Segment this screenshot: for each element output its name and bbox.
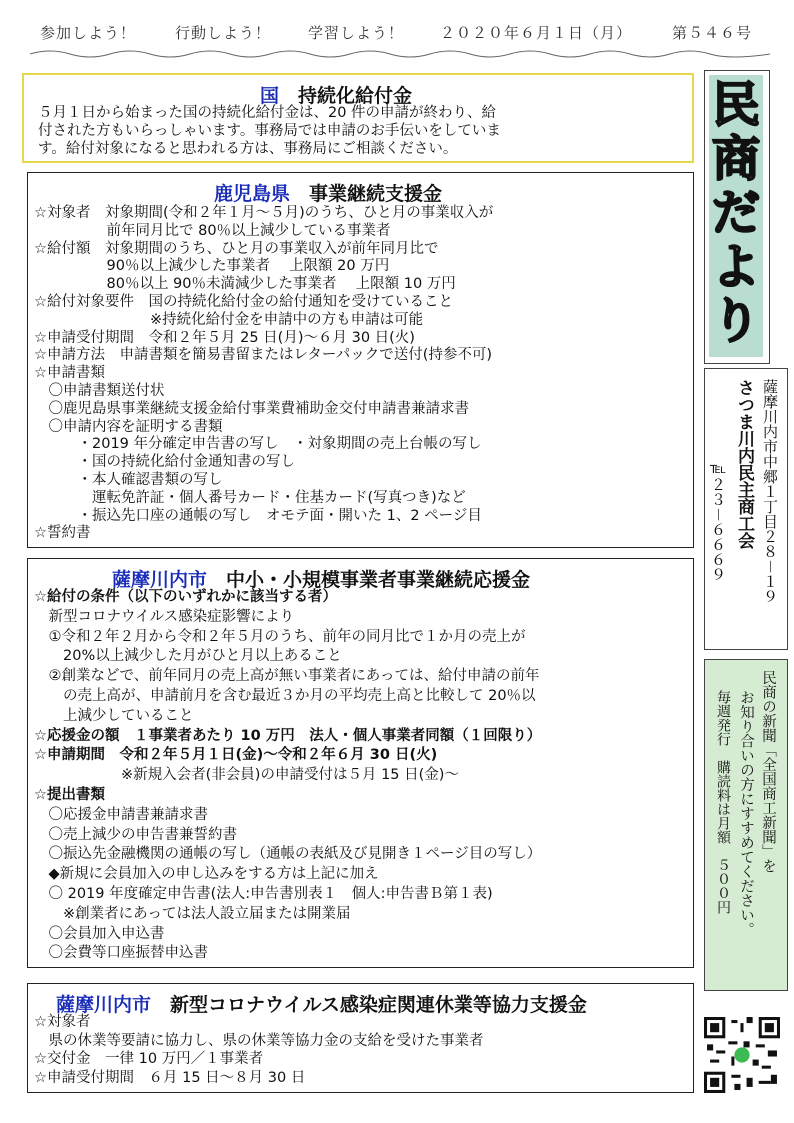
kagoshima-line: ・国の持続化給付金通知書の写し: [34, 454, 295, 471]
masthead-char: よ: [712, 239, 761, 295]
kagoshima-line: ☆申請書類: [34, 365, 105, 382]
newspaper-ad: [704, 659, 788, 991]
satsuma-line: ☆応援金の額 １事業者あたり 10 万円 法人・個人事業者同額（１回限り）: [34, 727, 542, 744]
corona-line: ☆対象者: [34, 1014, 91, 1030]
satsuma-line: 〇会費等口座振替申込書: [34, 945, 208, 962]
satsuma-title: 薩摩川内市 中小・小規模事業者事業継続応援金: [112, 569, 531, 591]
national-line-2: 付された方もいらっしゃいます。事務局では申請のお手伝いをしていま: [38, 123, 501, 139]
org-address: 薩摩川内市中郷１丁目２８－１９: [761, 379, 779, 605]
ad-line-2: お知り合いの方にすすめてください。: [738, 690, 754, 937]
organization-info: [704, 368, 788, 650]
satsuma-line: 〇会員加入申込書: [34, 925, 165, 942]
masthead-char: 民: [712, 77, 761, 133]
national-line-1: ５月１日から始まった国の持続化給付金は、20 件の申請が終わり、給: [38, 105, 497, 121]
issue-number: 第５４６号: [672, 24, 753, 42]
satsuma-line: 〇 2019 年度確定申告書(法人:申告書別表１ 個人:申告書Ｂ第１表): [34, 886, 493, 902]
national-title: 国 持続化給付金: [260, 85, 413, 107]
satsuma-line: ②創業などで、前年同月の売上高が無い事業者にあっては、給付申請の前年: [34, 668, 540, 685]
kagoshima-line: 〇鹿児島県事業継続支援金給付事業費補助金交付申請書兼請求書: [34, 400, 469, 417]
satsuma-line: ①令和２年２月から令和２年５月のうち、前年の同月比で１か月の売上が: [34, 628, 526, 645]
ad-line-3: 毎週発行 購読料は月額 ５００円: [715, 690, 731, 914]
kagoshima-line: ・2019 年分確定申告書の写し ・対象期間の売上台帳の写し: [34, 436, 482, 453]
header-bar: [40, 22, 760, 44]
kagoshima-line: ・本人確認書類の写し: [34, 472, 223, 488]
qr-code[interactable]: [704, 1017, 780, 1093]
masthead-char: り: [712, 293, 761, 349]
kagoshima-line: ☆誓約書: [34, 525, 91, 542]
kagoshima-line: ☆対象者 対象期間(令和２年１月～５月)のうち、ひと月の事業収入が: [34, 205, 494, 221]
satsuma-line: ※新規入会者(非会員)の申請受付は５月 15 日(金)～: [34, 767, 459, 784]
corona-line: ☆交付金 一律 10 万円／１事業者: [34, 1051, 264, 1067]
masthead: [704, 70, 770, 364]
masthead-char: 商: [712, 131, 761, 187]
satsuma-line: 〇振込先金融機関の通帳の写し（通帳の表紙及び見開き１ページ目の写し）: [34, 846, 542, 863]
satsuma-line: 〇売上減少の申告書兼誓約書: [34, 826, 237, 843]
kagoshima-line: 運転免許証・個人番号カード・住基カード(写真つき)など: [34, 489, 466, 506]
kagoshima-line: ※持続化給付金を申請中の方も申請は可能: [34, 311, 424, 328]
kagoshima-line: ☆給付額 対象期間のうち、ひと月の事業収入が前年同月比で: [34, 240, 439, 257]
slogan-act: 行動しよう！: [175, 24, 272, 42]
national-line-3: す。給付対象になると思われる方は、事務局にご相談ください。: [38, 141, 458, 157]
slogan-participate: 参加しよう！: [40, 24, 137, 42]
kagoshima-line: 90％以上減少した事業者 上限額 20 万円: [34, 258, 390, 275]
satsuma-line: ☆給付の条件（以下のいずれかに該当する者）: [34, 589, 337, 605]
ad-line-1: 民商の新聞「全国商工新聞」を: [760, 670, 776, 873]
satsuma-line: 新型コロナウイルス感染症影響により: [34, 608, 295, 625]
issue-date: ２０２０年６月１日（月）: [440, 24, 633, 42]
org-phone: ℡２３－６６６９: [709, 459, 727, 583]
kagoshima-line: 〇申請書類送付状: [34, 383, 165, 399]
kagoshima-line: 80％以上 90％未満減少した事業者 上限額 10 万円: [34, 276, 456, 293]
decorative-divider: [30, 48, 770, 60]
kagoshima-title: 鹿児島県 事業継続支援金: [214, 183, 443, 205]
satsuma-line: 〇応援金申請書兼請求書: [34, 806, 208, 823]
masthead-panel: [709, 75, 763, 357]
org-name: さつま川内民主商工会: [734, 379, 754, 549]
satsuma-line: ※創業者にあっては法人設立届または開業届: [34, 905, 351, 922]
satsuma-line: ☆申請期間 令和２年５月１日(金)～令和２年６月 30 日(火): [34, 747, 438, 764]
kagoshima-line: ・振込先口座の通帳の写し オモテ面・開いた 1、2 ページ目: [34, 507, 482, 524]
satsuma-line: の売上高が、申請前月を含む最近３か月の平均売上高と比較して 20％以: [34, 688, 536, 704]
kagoshima-line: 前年同月比で 80％以上減少している事業者: [34, 222, 391, 239]
kagoshima-line: ☆給付対象要件 国の持続化給付金の給付通知を受けていること: [34, 294, 453, 310]
satsuma-line: ◆新規に会員加入の申し込みをする方は上記に加え: [34, 866, 379, 883]
corona-title: 薩摩川内市 新型コロナウイルス感染症関連休業等協力支援金: [56, 994, 587, 1016]
corona-line: 県の休業等要請に協力し、県の休業等協力金の支給を受けた事業者: [34, 1032, 484, 1049]
kagoshima-support-box: [27, 172, 694, 548]
corona-support-box: [27, 983, 694, 1093]
national-subsidy-box: [22, 73, 694, 163]
satsuma-line: ☆提出書類: [34, 787, 105, 803]
kagoshima-line: ☆申請受付期間 令和２年５月 25 日(月)～６月 30 日(火): [34, 329, 415, 346]
kagoshima-line: 〇申請内容を証明する書類: [34, 418, 223, 435]
satsuma-support-box: [27, 558, 694, 968]
corona-line: ☆申請受付期間 ６月 15 日～８月 30 日: [34, 1069, 306, 1086]
kagoshima-line: ☆申請方法 申請書類を簡易書留またはレターパックで送付(持参不可): [34, 347, 493, 364]
satsuma-line: 20%以上減少した月がひと月以上あること: [34, 648, 342, 665]
masthead-char: だ: [712, 185, 761, 241]
satsuma-line: 上減少していること: [34, 707, 194, 724]
slogan-learn: 学習しよう！: [308, 24, 405, 42]
